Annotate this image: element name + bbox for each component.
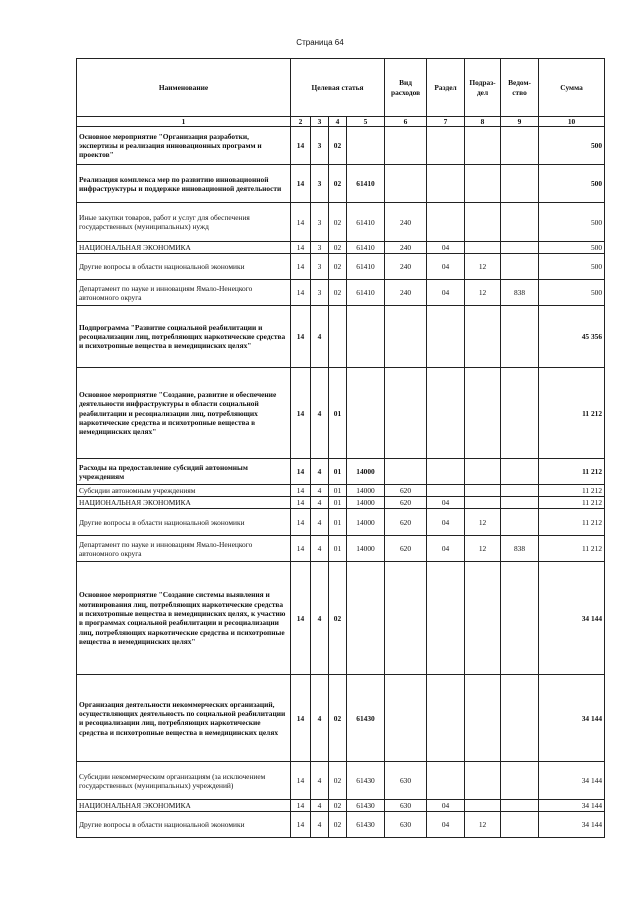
target-code-3 [329, 306, 347, 368]
subsection [465, 800, 501, 812]
table-body [77, 117, 605, 838]
target-code-3: 02 [329, 800, 347, 812]
subsection [465, 242, 501, 254]
table-row [77, 675, 605, 762]
expense-type: 620 [385, 536, 427, 562]
department-code [501, 254, 539, 280]
target-code-1: 14 [291, 509, 311, 536]
subsection [465, 485, 501, 497]
target-code-1: 14 [291, 497, 311, 509]
target-code-3: 01 [329, 497, 347, 509]
department-code [501, 497, 539, 509]
amount: 500 [539, 280, 605, 306]
section [427, 485, 465, 497]
row-name: Реализация комплекса мер по развитию инновационной инфраструктуры и поддержке инновационной деятельности [77, 165, 291, 203]
subsection [465, 165, 501, 203]
target-code-4: 61410 [347, 254, 385, 280]
target-code-4: 14000 [347, 536, 385, 562]
amount: 11 212 [539, 509, 605, 536]
target-code-4: 14000 [347, 509, 385, 536]
section: 04 [427, 812, 465, 838]
table-row [77, 485, 605, 497]
subsection: 12 [465, 536, 501, 562]
row-name: Основное мероприятие "Организация разработки, экспертизы и реализация инновационных программ и проектов" [77, 127, 291, 165]
target-code-4: 61410 [347, 165, 385, 203]
column-number: 10 [539, 117, 605, 127]
target-code-3: 02 [329, 280, 347, 306]
row-name: НАЦИОНАЛЬНАЯ ЭКОНОМИКА [77, 242, 291, 254]
amount: 500 [539, 242, 605, 254]
row-name: Подпрограмма "Развитие социальной реабилитации и ресоциализации лиц, потребляющих наркотические средства и психотропные вещества в немедицинских целях" [77, 306, 291, 368]
row-name: Субсидии некоммерческим организациям (за исключением государственных (муниципальных) учреждений) [77, 762, 291, 800]
target-code-3: 02 [329, 675, 347, 762]
target-code-2: 4 [311, 536, 329, 562]
section: 04 [427, 254, 465, 280]
expense-type: 240 [385, 203, 427, 242]
target-code-3: 01 [329, 485, 347, 497]
target-code-1: 14 [291, 165, 311, 203]
target-code-1: 14 [291, 368, 311, 459]
budget-table [76, 58, 605, 838]
row-name: Основное мероприятие "Создание системы выявления и мотивирования лиц, потребляющих наркотические средства и психотропные вещества в немедицинских целях, к участию в программах социальной реабилитации и ресоциализации лиц, потребляющих наркотические средства и психотропные вещества в немедицинских целях" [77, 562, 291, 675]
row-name: НАЦИОНАЛЬНАЯ ЭКОНОМИКА [77, 800, 291, 812]
section: 04 [427, 800, 465, 812]
table-row [77, 459, 605, 485]
column-number: 3 [311, 117, 329, 127]
table-row [77, 812, 605, 838]
header-name: Наименование [77, 59, 291, 117]
department-code [501, 812, 539, 838]
row-name: Иные закупки товаров, работ и услуг для обеспечения государственных (муниципальных) нужд [77, 203, 291, 242]
subsection [465, 562, 501, 675]
expense-type: 620 [385, 485, 427, 497]
amount: 34 144 [539, 562, 605, 675]
expense-type: 240 [385, 254, 427, 280]
expense-type: 620 [385, 509, 427, 536]
target-code-4: 14000 [347, 485, 385, 497]
table-row [77, 242, 605, 254]
section [427, 675, 465, 762]
expense-type: 630 [385, 812, 427, 838]
expense-type: 620 [385, 497, 427, 509]
target-code-4: 61430 [347, 762, 385, 800]
target-code-3: 02 [329, 812, 347, 838]
expense-type [385, 306, 427, 368]
header-target: Целевая статья [291, 59, 385, 117]
expense-type [385, 675, 427, 762]
department-code [501, 203, 539, 242]
target-code-1: 14 [291, 562, 311, 675]
section: 04 [427, 280, 465, 306]
table-row [77, 762, 605, 800]
row-name: Основное мероприятие "Создание, развитие и обеспечение деятельности инфраструктуры в области социальной реабилитации и ресоциализации лиц, потребляющих наркотические средства и психотропные вещества в немедицинских целях" [77, 368, 291, 459]
expense-type [385, 459, 427, 485]
amount: 34 144 [539, 812, 605, 838]
department-code [501, 485, 539, 497]
section: 04 [427, 497, 465, 509]
target-code-1: 14 [291, 459, 311, 485]
section [427, 203, 465, 242]
table-row [77, 165, 605, 203]
department-code [501, 306, 539, 368]
expense-type: 240 [385, 242, 427, 254]
target-code-1: 14 [291, 762, 311, 800]
column-number: 4 [329, 117, 347, 127]
table-row [77, 536, 605, 562]
target-code-4: 61410 [347, 203, 385, 242]
target-code-3: 01 [329, 536, 347, 562]
table-row [77, 280, 605, 306]
target-code-2: 3 [311, 165, 329, 203]
target-code-3: 02 [329, 762, 347, 800]
target-code-4 [347, 306, 385, 368]
target-code-2: 4 [311, 800, 329, 812]
target-code-4: 61430 [347, 812, 385, 838]
table-row [77, 254, 605, 280]
subsection: 12 [465, 254, 501, 280]
target-code-4: 14000 [347, 497, 385, 509]
amount: 11 212 [539, 368, 605, 459]
header-row [77, 59, 605, 117]
amount: 34 144 [539, 762, 605, 800]
target-code-4: 61410 [347, 280, 385, 306]
expense-type [385, 127, 427, 165]
target-code-2: 4 [311, 306, 329, 368]
target-code-1: 14 [291, 280, 311, 306]
header-razdel: Раздел [427, 59, 465, 117]
row-name: Организация деятельности некоммерческих организаций, осуществляющих деятельность по социальной реабилитации и ресоциализации лиц, потребляющих наркотические средства и психотропные вещества в немедицинских целях [77, 675, 291, 762]
target-code-2: 4 [311, 459, 329, 485]
row-name: Другие вопросы в области национальной экономики [77, 509, 291, 536]
department-code [501, 242, 539, 254]
amount: 34 144 [539, 800, 605, 812]
department-code [501, 368, 539, 459]
section [427, 762, 465, 800]
expense-type [385, 368, 427, 459]
table-row [77, 562, 605, 675]
department-code: 838 [501, 536, 539, 562]
subsection: 12 [465, 812, 501, 838]
target-code-1: 14 [291, 812, 311, 838]
department-code [501, 459, 539, 485]
target-code-4: 61430 [347, 800, 385, 812]
subsection [465, 306, 501, 368]
table-row [77, 368, 605, 459]
target-code-2: 4 [311, 509, 329, 536]
subsection [465, 675, 501, 762]
amount: 11 212 [539, 497, 605, 509]
amount: 11 212 [539, 485, 605, 497]
target-code-3: 02 [329, 203, 347, 242]
section [427, 562, 465, 675]
table-row [77, 306, 605, 368]
subsection [465, 497, 501, 509]
target-code-1: 14 [291, 800, 311, 812]
amount: 500 [539, 203, 605, 242]
department-code [501, 165, 539, 203]
target-code-2: 4 [311, 485, 329, 497]
target-code-2: 4 [311, 675, 329, 762]
subsection [465, 368, 501, 459]
expense-type: 630 [385, 800, 427, 812]
subsection: 12 [465, 509, 501, 536]
header-vedomstvo: Ведом-ство [501, 59, 539, 117]
row-name: Департамент по науке и инновациям Ямало-Ненецкого автономного округа [77, 280, 291, 306]
column-number: 5 [347, 117, 385, 127]
section [427, 306, 465, 368]
table-row [77, 800, 605, 812]
target-code-1: 14 [291, 485, 311, 497]
target-code-4: 14000 [347, 459, 385, 485]
header-summa: Сумма [539, 59, 605, 117]
row-name: Расходы на предоставление субсидий автономным учреждениям [77, 459, 291, 485]
target-code-2: 4 [311, 562, 329, 675]
section: 04 [427, 536, 465, 562]
expense-type: 630 [385, 762, 427, 800]
target-code-1: 14 [291, 203, 311, 242]
expense-type [385, 165, 427, 203]
target-code-1: 14 [291, 306, 311, 368]
target-code-1: 14 [291, 536, 311, 562]
subsection [465, 127, 501, 165]
column-number: 8 [465, 117, 501, 127]
target-code-3: 01 [329, 509, 347, 536]
department-code [501, 562, 539, 675]
target-code-1: 14 [291, 127, 311, 165]
amount: 11 212 [539, 536, 605, 562]
amount: 500 [539, 254, 605, 280]
section: 04 [427, 242, 465, 254]
department-code [501, 762, 539, 800]
table-row [77, 203, 605, 242]
subsection [465, 203, 501, 242]
section [427, 459, 465, 485]
header-vid: Вид расходов [385, 59, 427, 117]
section [427, 165, 465, 203]
department-code [501, 800, 539, 812]
target-code-4: 61430 [347, 675, 385, 762]
section [427, 127, 465, 165]
department-code [501, 675, 539, 762]
row-name: НАЦИОНАЛЬНАЯ ЭКОНОМИКА [77, 497, 291, 509]
target-code-3: 02 [329, 242, 347, 254]
target-code-2: 3 [311, 254, 329, 280]
target-code-2: 4 [311, 762, 329, 800]
target-code-2: 3 [311, 280, 329, 306]
target-code-3: 02 [329, 165, 347, 203]
target-code-3: 02 [329, 254, 347, 280]
target-code-1: 14 [291, 675, 311, 762]
amount: 34 144 [539, 675, 605, 762]
target-code-4 [347, 368, 385, 459]
column-number-row [77, 117, 605, 127]
section [427, 368, 465, 459]
target-code-2: 3 [311, 127, 329, 165]
column-number: 7 [427, 117, 465, 127]
subsection [465, 459, 501, 485]
header-podrazdel: Подраз-дел [465, 59, 501, 117]
table-row [77, 127, 605, 165]
table-row [77, 509, 605, 536]
department-code [501, 509, 539, 536]
amount: 500 [539, 127, 605, 165]
department-code: 838 [501, 280, 539, 306]
target-code-4: 61410 [347, 242, 385, 254]
column-number: 2 [291, 117, 311, 127]
target-code-3: 01 [329, 368, 347, 459]
column-number: 6 [385, 117, 427, 127]
department-code [501, 127, 539, 165]
amount: 11 212 [539, 459, 605, 485]
target-code-3: 01 [329, 459, 347, 485]
table-row [77, 497, 605, 509]
subsection: 12 [465, 280, 501, 306]
subsection [465, 762, 501, 800]
target-code-2: 3 [311, 242, 329, 254]
target-code-2: 4 [311, 497, 329, 509]
amount: 45 356 [539, 306, 605, 368]
page-header: Страница 64 [296, 38, 344, 47]
row-name: Другие вопросы в области национальной экономики [77, 812, 291, 838]
row-name: Субсидии автономным учреждениям [77, 485, 291, 497]
target-code-4 [347, 127, 385, 165]
row-name: Департамент по науке и инновациям Ямало-Ненецкого автономного округа [77, 536, 291, 562]
target-code-2: 3 [311, 203, 329, 242]
target-code-4 [347, 562, 385, 675]
target-code-3: 02 [329, 562, 347, 675]
column-number: 1 [77, 117, 291, 127]
target-code-3: 02 [329, 127, 347, 165]
target-code-1: 14 [291, 254, 311, 280]
column-number: 9 [501, 117, 539, 127]
target-code-2: 4 [311, 368, 329, 459]
section: 04 [427, 509, 465, 536]
target-code-2: 4 [311, 812, 329, 838]
row-name: Другие вопросы в области национальной экономики [77, 254, 291, 280]
amount: 500 [539, 165, 605, 203]
expense-type: 240 [385, 280, 427, 306]
expense-type [385, 562, 427, 675]
target-code-1: 14 [291, 242, 311, 254]
